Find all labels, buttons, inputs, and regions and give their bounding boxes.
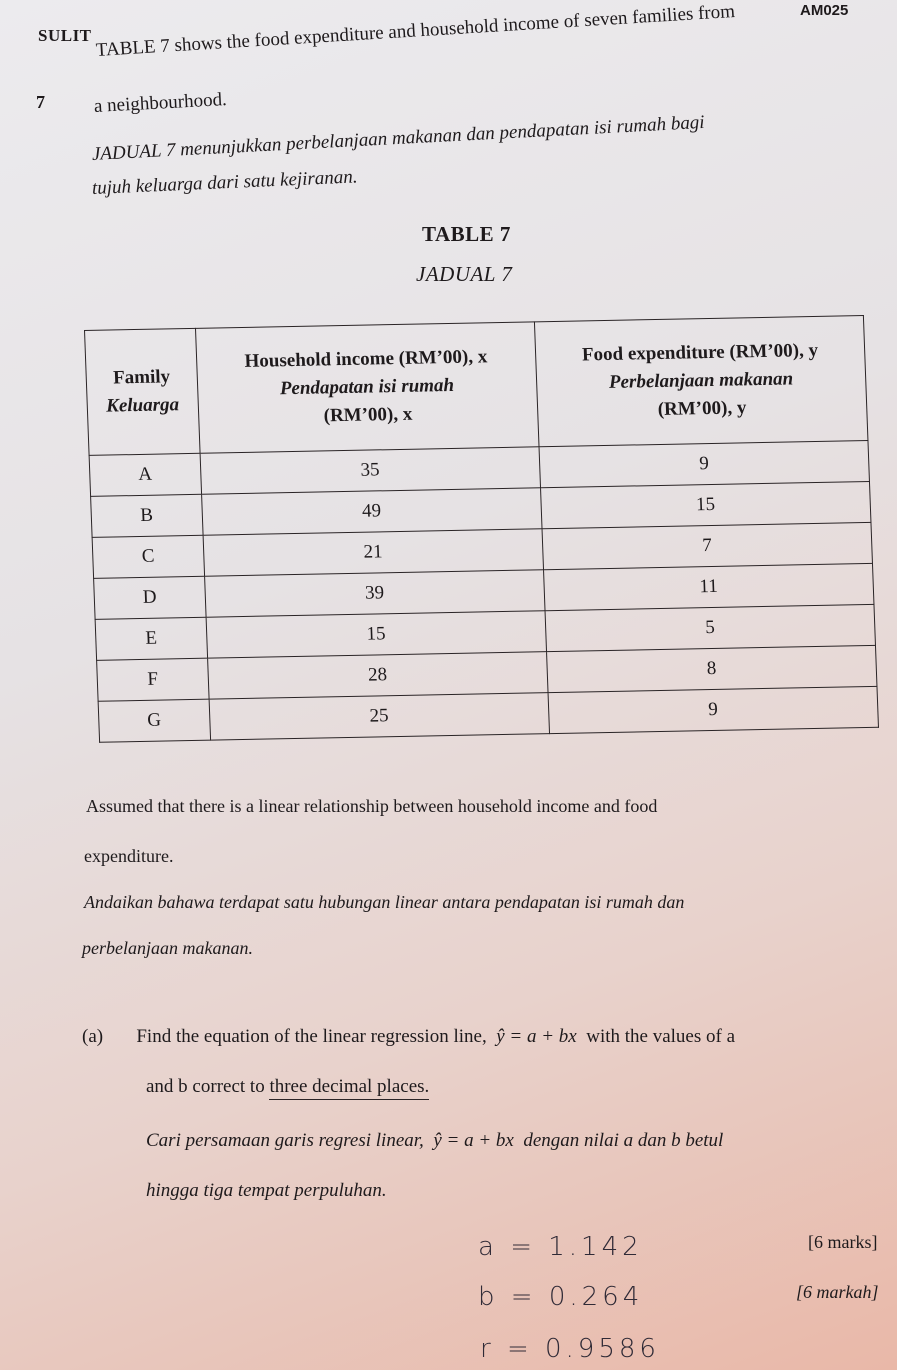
cell-food: 9 (539, 440, 870, 487)
cell-income: 39 (204, 570, 544, 617)
header-food-ms: Perbelanjaan makanan (608, 368, 794, 393)
table-caption: TABLE 7 (422, 222, 511, 246)
handwritten-b: b = 0.264 (478, 1282, 644, 1312)
cell-food: 7 (542, 522, 873, 569)
header-family-en: Family (112, 366, 171, 389)
markah-label: [6 markah] (796, 1282, 879, 1302)
part-a-ms-text-1: Cari persamaan garis regresi linear, (146, 1130, 424, 1151)
part-a-ms-line-2: hingga tiga tempat perpuluhan. (146, 1180, 387, 1201)
marks-label: [6 marks] (808, 1232, 878, 1252)
handwritten-r: r = 0.9586 (480, 1334, 660, 1364)
cell-food: 11 (543, 563, 874, 610)
question-text-en-2: a neighbourhood. (93, 89, 228, 117)
cell-family: E (95, 617, 207, 660)
part-a-label: (a) (82, 1026, 104, 1047)
cell-income: 21 (203, 529, 543, 576)
cell-income: 15 (206, 611, 546, 658)
cell-income: 49 (201, 488, 541, 535)
part-a-text-2: with the values of a (586, 1026, 736, 1047)
part-a-ms-line-1 (146, 1130, 723, 1152)
statement-en-1: Assumed that there is a linear relationship between household income and food (86, 796, 658, 816)
statement-ms-1: Andaikan bahawa terdapat satu hubungan linear antara pendapatan isi rumah dan (84, 892, 685, 912)
table-caption-ms: JADUAL 7 (416, 262, 513, 286)
statement-en-2: expenditure. (84, 846, 174, 866)
cell-family: G (98, 699, 210, 742)
sulit-label: SULIT (38, 26, 92, 45)
cell-food: 15 (540, 481, 871, 528)
header-income-ms: Pendapatan isi rumah (279, 374, 455, 400)
cell-food: 8 (546, 645, 877, 692)
cell-income: 25 (209, 693, 549, 740)
data-table-wrapper (84, 315, 879, 743)
handwritten-a: a = 1.142 (478, 1232, 643, 1262)
header-income (195, 322, 539, 453)
cell-family: D (94, 576, 206, 619)
question-text-ms-1: JADUAL 7 menunjukkan perbelanjaan makanan dan pendapatan isi rumah bagi (91, 111, 706, 165)
header-food-unit: (RM’00), y (657, 397, 747, 420)
part-a-line-1 (82, 1026, 735, 1048)
header-family (85, 328, 200, 455)
part-a-line-2-underlined: three decimal places. (269, 1076, 429, 1100)
cell-family: A (89, 453, 201, 496)
question-text-ms-2: tujuh keluarga dari satu kejiranan. (91, 166, 358, 199)
table-header-row (85, 316, 868, 456)
header-food-en: Food expenditure (RM’00), y (581, 339, 819, 366)
cell-income: 28 (207, 652, 547, 699)
cell-family: F (97, 658, 209, 701)
cell-family: B (91, 494, 203, 537)
header-income-unit: (RM’00), x (323, 403, 413, 427)
part-a-text-1: Find the equation of the linear regression line, (136, 1026, 487, 1047)
cell-food: 5 (545, 604, 876, 651)
part-a-line-2-pre: and b correct to (146, 1076, 265, 1097)
statement-ms-2: perbelanjaan makanan. (82, 938, 253, 958)
data-table (84, 315, 879, 743)
header-family-ms: Keluarga (105, 394, 180, 417)
header-food (534, 316, 868, 447)
part-a-ms-equation: ŷ = a + bx (433, 1130, 514, 1151)
cell-income: 35 (200, 447, 540, 494)
part-a-ms-text-2: dengan nilai a dan b betul (523, 1130, 724, 1151)
paper-code: AM025 (800, 2, 849, 19)
cell-food: 9 (548, 686, 879, 733)
header-income-en: Household income (RM’00), x (244, 346, 488, 372)
cell-family: C (92, 535, 204, 578)
part-a-equation: ŷ = a + bx (496, 1026, 577, 1047)
part-a-line-2 (146, 1076, 429, 1098)
question-number: 7 (36, 92, 45, 112)
question-text-en-1: TABLE 7 shows the food expenditure and household income of seven families from (95, 0, 736, 61)
